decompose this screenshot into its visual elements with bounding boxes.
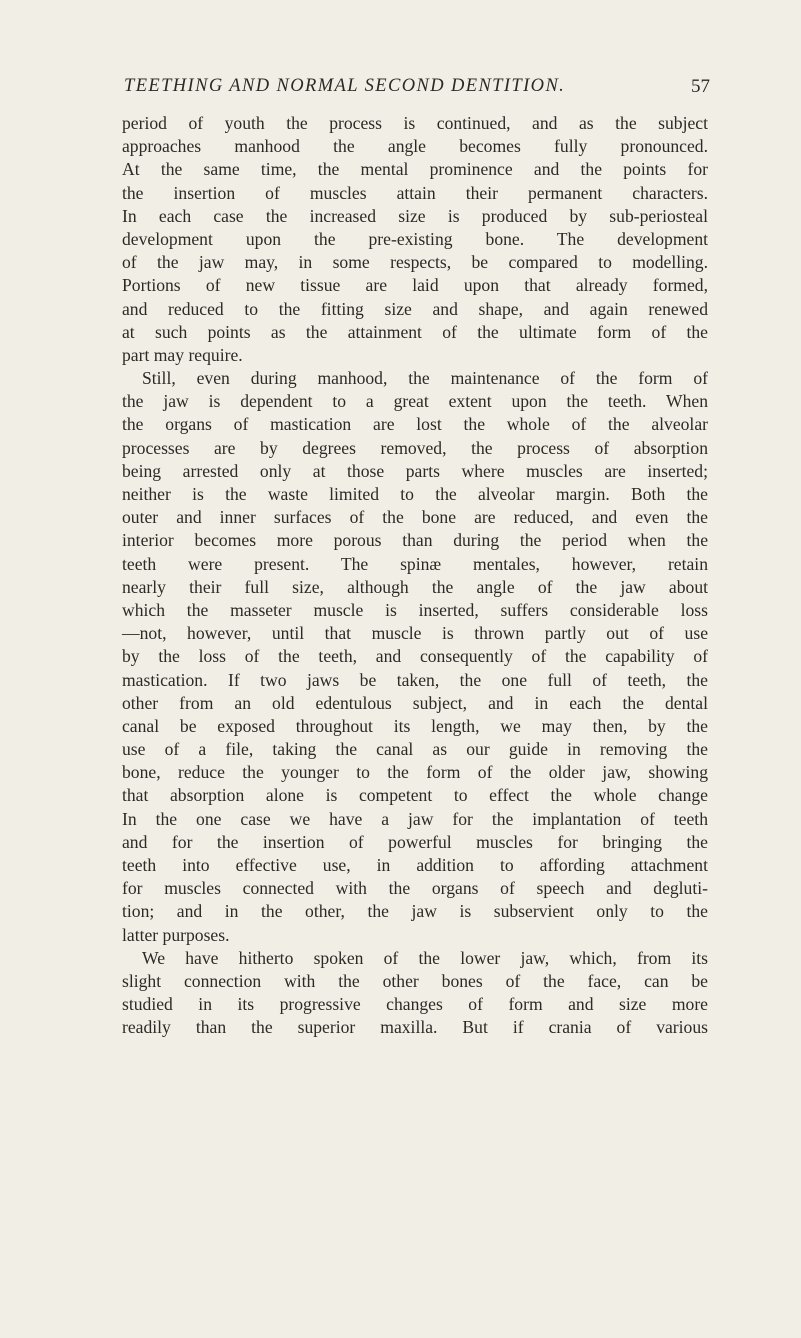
text-line: approaches manhood the angle becomes fully pronounced. [122,136,708,157]
text-line: slight connection with the other bones of the face, can be [122,970,708,991]
text-line: tion; and in the other, the jaw is subservient only to the [122,901,708,922]
text-line: —not, however, until that muscle is thrown partly out of use [122,623,708,644]
running-head [110,76,710,106]
text-line: processes are by degrees removed, the process of absorption [122,437,708,458]
text-line: by the loss of the teeth, and consequently of the capability of [122,646,708,667]
text-line: In the one case we have a jaw for the implantation of teeth [122,808,708,829]
text-line: that absorption alone is competent to effect the whole change [122,785,708,806]
text-line: studied in its progressive changes of form and size more [122,994,708,1015]
text-line: In each case the increased size is produced by sub-periosteal [122,205,708,226]
body-text [122,112,708,1040]
text-line: latter purposes. [122,924,230,945]
text-line: nearly their full size, although the angle of the jaw about [122,576,708,597]
text-line: which the masseter muscle is inserted, suffers considerable loss [122,599,708,620]
text-line: Portions of new tissue are laid upon that already formed, [122,275,708,296]
text-line: part may require. [122,344,243,365]
text-line: development upon the pre-existing bone. The development [122,228,708,249]
text-line: outer and inner surfaces of the bone are reduced, and even the [122,507,708,528]
text-line: the organs of mastication are lost the whole of the alveolar [122,414,708,435]
text-line: of the jaw may, in some respects, be compared to modelling. [122,252,708,273]
text-line: teeth were present. The spinæ mentales, however, retain [122,553,708,574]
running-title: TEETHING AND NORMAL SECOND DENTITION. [124,76,566,96]
text-line: the insertion of muscles attain their permanent characters. [122,182,708,203]
text-line: readily than the superior maxilla. But if crania of various [122,1017,708,1038]
text-line: At the same time, the mental prominence and the points for [122,159,708,180]
text-line: neither is the waste limited to the alveolar margin. Both the [122,484,708,504]
text-line: the jaw is dependent to a great extent upon the teeth. When [122,391,708,412]
text-line: for muscles connected with the organs of speech and degluti- [122,878,708,899]
text-line: bone, reduce the younger to the form of the older jaw, showing [122,762,708,783]
text-line: interior becomes more porous than during the period when the [122,530,708,551]
text-line: being arrested only at those parts where muscles are inserted; [122,460,708,481]
text-line: period of youth the process is continued, and as the subject [122,113,708,133]
text-line: mastication. If two jaws be taken, the one full of teeth, the [122,669,708,690]
text-line: canal be exposed throughout its length, we may then, by the [122,715,708,736]
page-number: 57 [691,76,710,97]
text-line: and for the insertion of powerful muscles for bringing the [122,831,708,852]
text-line: Still, even during manhood, the maintenance of the form of [142,368,708,389]
text-line: at such points as the attainment of the ultimate form of the [122,321,708,342]
text-line: other from an old edentulous subject, and in each the dental [122,692,708,713]
text-line: teeth into effective use, in addition to affording attachment [122,855,708,875]
text-line: use of a file, taking the canal as our guide in removing the [122,739,708,760]
text-line: We have hitherto spoken of the lower jaw, which, from its [142,947,708,968]
text-line: and reduced to the fitting size and shape, and again renewed [122,298,708,319]
